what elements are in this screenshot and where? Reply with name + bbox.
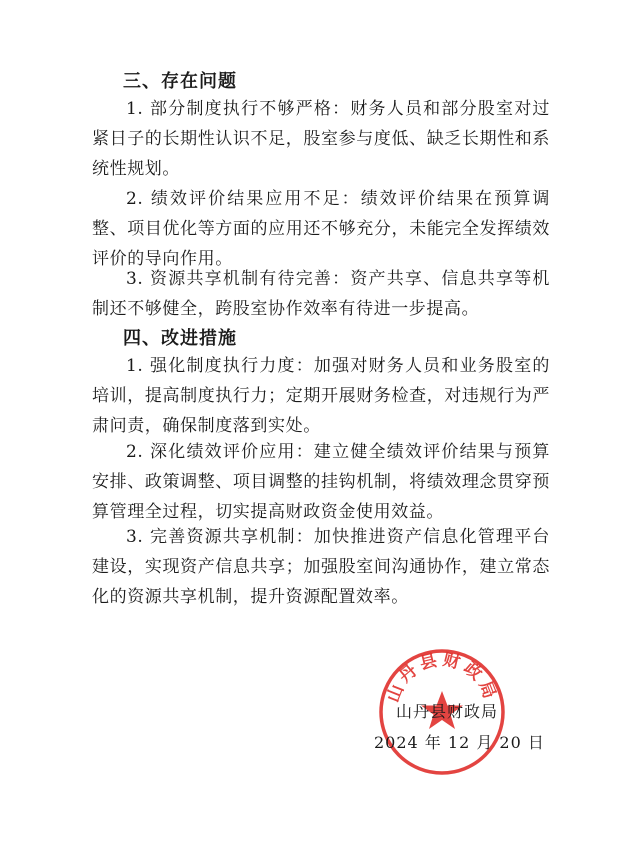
svg-text:山丹县财政局: 山丹县财政局 — [383, 649, 501, 706]
problem-item-1: 1. 部分制度执行不够严格：财务人员和部分股室对过紧日子的长期性认识不足，股室参与度低、缺乏长期性和系统性规划。 — [92, 99, 550, 179]
signature-organization: 山丹县财政局 — [396, 702, 499, 721]
measure-item-3: 3. 完善资源共享机制：加快推进资产信息化管理平台建设，实现资产信息共享；加强股室间沟通协作，建立常态化的资源共享机制，提升资源配置效率。 — [92, 527, 550, 607]
measure-item-1: 1. 强化制度执行力度：加强对财务人员和业务股室的培训，提高制度执行力；定期开展财务检查，对违规行为严肃问责，确保制度落到实处。 — [92, 356, 550, 436]
signature-date: 2024 年 12 月 20 日 — [374, 733, 545, 752]
problem-item-3: 3. 资源共享机制有待完善：资产共享、信息共享等机制还不够健全，跨股室协作效率有待进一步提高。 — [92, 269, 550, 319]
measure-item-2: 2. 深化绩效评价应用：建立健全绩效评价结果与预算安排、政策调整、项目调整的挂钩机制，将绩效理念贯穿预算管理全过程，切实提高财政资金使用效益。 — [92, 442, 550, 522]
problem-item-2: 2. 绩效评价结果应用不足：绩效评价结果在预算调整、项目优化等方面的应用还不够充分，未能完全发挥绩效评价的导向作用。 — [92, 189, 550, 269]
section-heading-problems: 三、存在问题 — [123, 71, 237, 92]
section-heading-measures: 四、改进措施 — [123, 328, 237, 349]
